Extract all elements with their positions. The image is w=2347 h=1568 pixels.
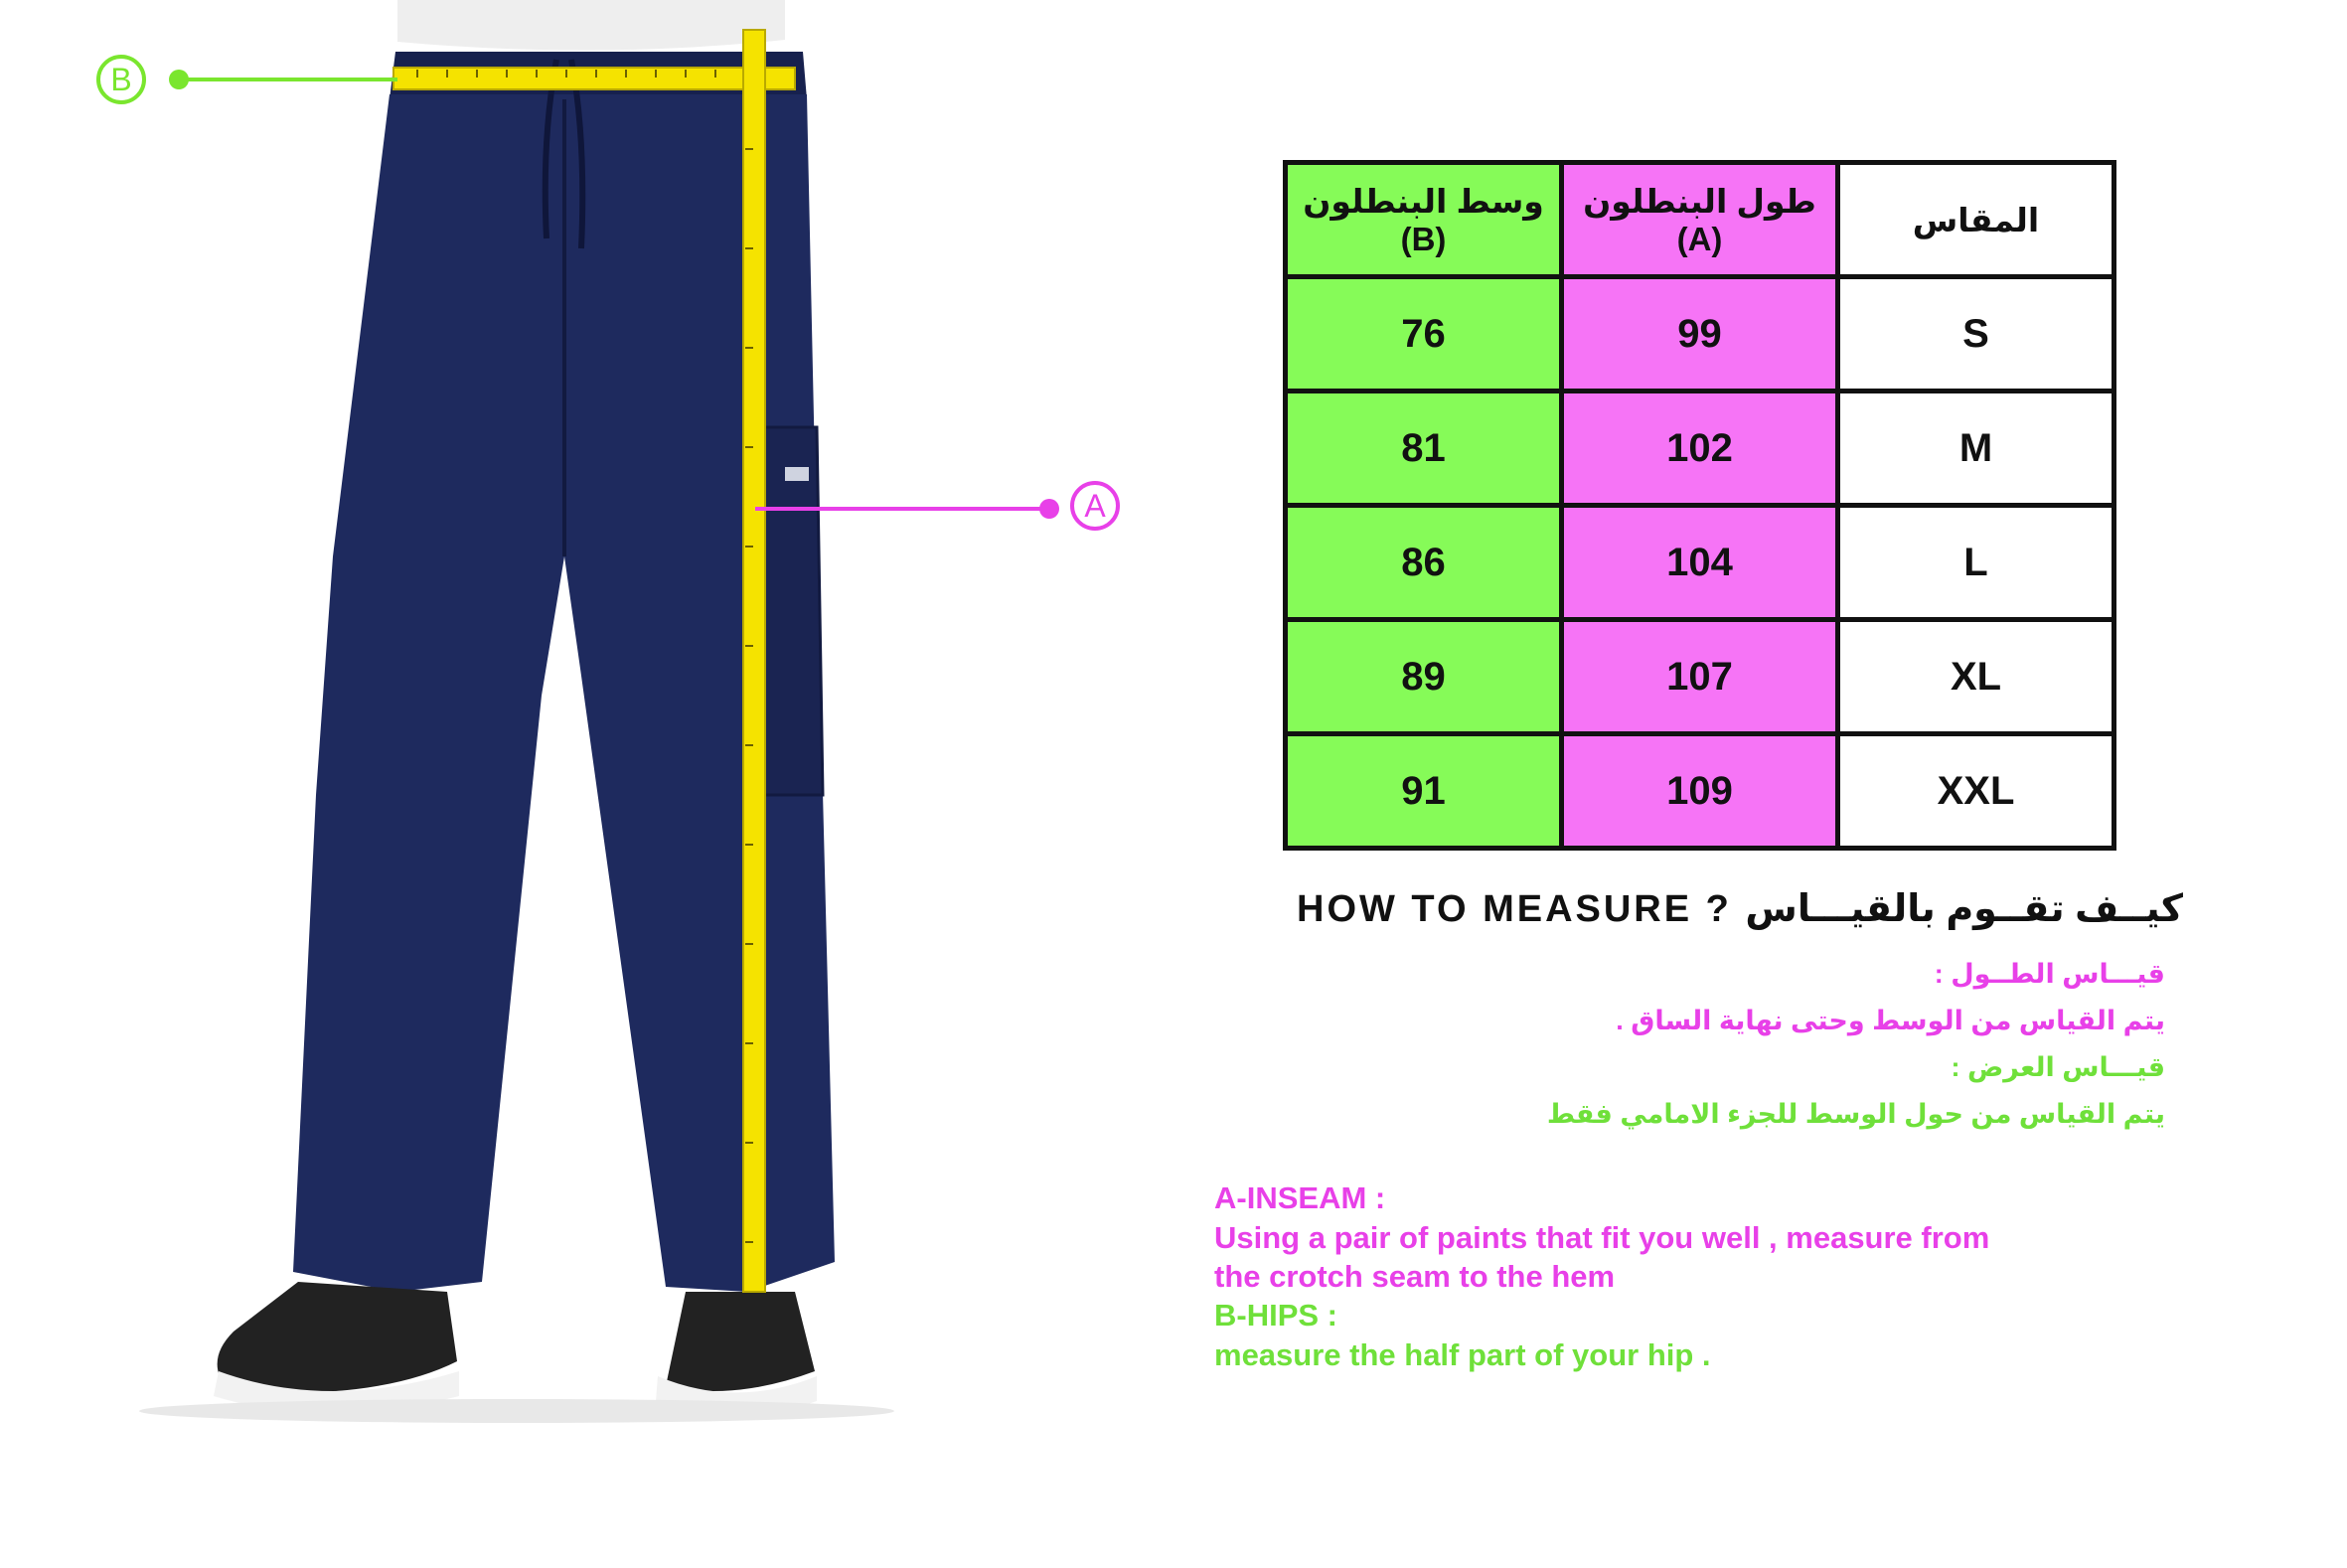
table-row [1286, 277, 2114, 392]
left-shoe [218, 1282, 457, 1393]
cell-length: 102 [1562, 392, 1838, 506]
header-length: طول البنطلون (A) [1562, 163, 1838, 277]
cell-waist: 91 [1286, 734, 1562, 849]
cell-size: S [1838, 277, 2114, 392]
right-shoe [666, 1292, 815, 1391]
pocket-tag [785, 467, 809, 481]
cell-length: 104 [1562, 506, 1838, 620]
waist-measuring-tape [393, 68, 795, 89]
size-chart-table [1283, 160, 2116, 851]
arabic-length-text: يتم القياس من الوسط وحتى نهاية الساق . [1616, 1006, 2165, 1035]
table-row [1286, 506, 2114, 620]
floor-shadow [139, 1399, 894, 1423]
cell-length: 99 [1562, 277, 1838, 392]
marker-a-dot [1039, 499, 1059, 519]
header-waist: وسط البنطلون (B) [1286, 163, 1562, 277]
arabic-length-title: قيـــاس الطــول : [1934, 959, 2165, 989]
cell-size: M [1838, 392, 2114, 506]
marker-a-label: A [1070, 481, 1120, 531]
cell-waist: 89 [1286, 620, 1562, 734]
cell-waist: 81 [1286, 392, 1562, 506]
inseam-measuring-tape [743, 30, 765, 1292]
table-header-row [1286, 163, 2114, 277]
arabic-width-title: قيـــاس العرض : [1951, 1052, 2165, 1082]
cell-length: 109 [1562, 734, 1838, 849]
header-size: المقاس [1838, 163, 2114, 277]
hips-title: B-HIPS : [1214, 1298, 1337, 1333]
table-row [1286, 392, 2114, 506]
cell-length: 107 [1562, 620, 1838, 734]
hips-text: measure the half part of your hip . [1214, 1337, 1711, 1372]
cell-size: XXL [1838, 734, 2114, 849]
cell-waist: 86 [1286, 506, 1562, 620]
inseam-text-line-2: the crotch seam to the hem [1214, 1259, 1616, 1294]
inseam-title: A-INSEAM : [1214, 1180, 1386, 1215]
cell-size: L [1838, 506, 2114, 620]
table-row [1286, 620, 2114, 734]
how-to-measure-title: HOW TO MEASURE ? كيــف تقــوم بالقيـــاس [1297, 888, 2183, 930]
marker-b-dot [169, 70, 189, 89]
inseam-text-line-1: Using a pair of paints that fit you well , measure from [1214, 1220, 1990, 1255]
marker-b-label: B [96, 55, 146, 104]
cell-size: XL [1838, 620, 2114, 734]
shirt-hem [397, 0, 785, 51]
cell-waist: 76 [1286, 277, 1562, 392]
arabic-width-text: يتم القياس من حول الوسط للجزء الامامي فقط [1546, 1099, 2165, 1129]
table-row [1286, 734, 2114, 849]
